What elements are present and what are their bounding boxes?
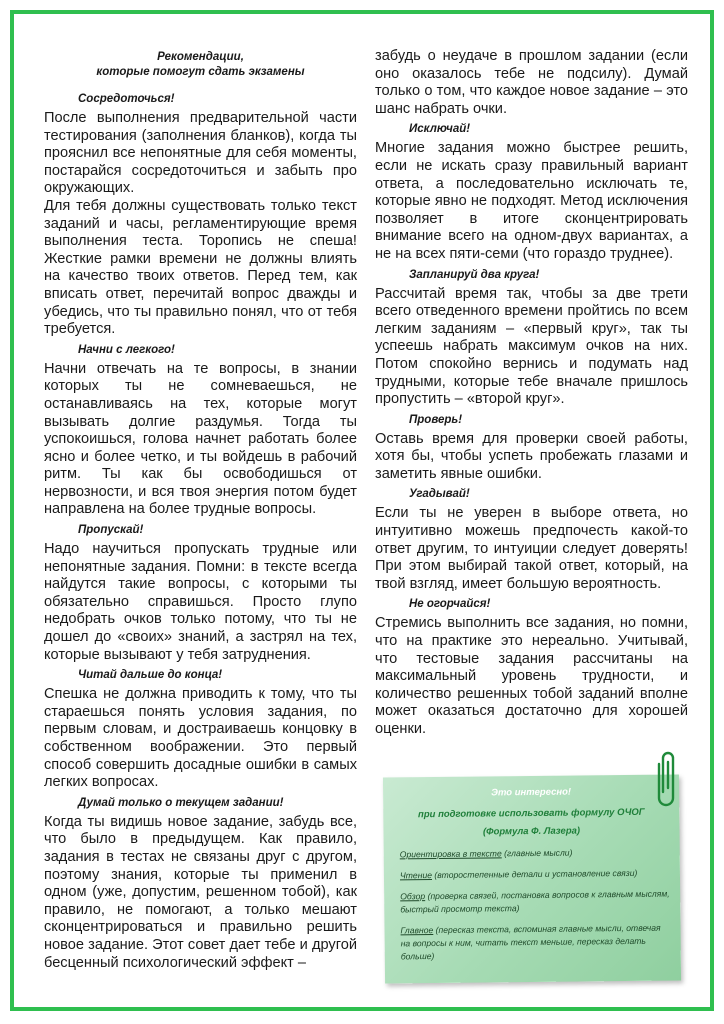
heading-skip: Пропускай!: [78, 524, 144, 537]
title-line-1: Рекомендации,: [157, 51, 244, 63]
heading-read-to-end: Читай дальше до конца!: [78, 669, 223, 682]
note-heading: Это интересно!: [491, 786, 572, 799]
note-item-orientation: [384, 845, 680, 861]
paragraph-start-easy: Начни отвечать на те вопросы, в знании которых ты не сомневаешься, не останавливаясь на тех, которые могут вызывать долгие раздумья. Тогда ты успокоишься, голова начнет работать более ясно и более четко, и ты войдешь в рабочий ритм. Ты как бы освободишься от нервозности, и вся твоя энергия потом будет направлена на более трудные вопросы.: [44, 360, 357, 518]
note-item-reading: [384, 866, 680, 882]
note-term: Чтение: [399, 870, 433, 881]
note-item-main: [384, 921, 680, 963]
note-desc: (главные мысли): [501, 847, 573, 859]
paragraph-dont-worry: Стремись выполнить все задания, но помни, что на практике это нереально. Учитывай, что тестовые задания рассчитаны на максимальный уровень трудности, и количество решенных тобой заданий вполне может оказаться достаточно для хорошей оценки.: [375, 615, 688, 737]
heading-check: Проверь!: [409, 413, 463, 426]
note-term: Главное: [400, 925, 434, 936]
note-term: Обзор: [400, 891, 426, 902]
paragraph-current-task: Когда ты видишь новое задание, забудь все, что было в предыдущем. Как правило, задания в тестах не связаны друг с другом, поэтому знания, которые ты применил в одном (уже, допустим, решенном тобой), как правило, не помогают, а только мешают сконцентрироваться и правильно решить новое задание. Этот совет дает тебе и другой бесценный психологический эффект –: [44, 813, 357, 971]
note-formula-author: (Формула Ф. Лазера): [482, 825, 581, 838]
heading-current-task: Думай только о текущем задании!: [78, 796, 284, 809]
note-subtitle: при подготовке использовать формулу ОЧОГ: [417, 806, 645, 821]
paragraph-check: Оставь время для проверки своей работы, хотя бы, чтобы успеть пробежать глазами и заметить явные ошибки.: [375, 430, 688, 482]
paragraph-two-rounds: Рассчитай время так, чтобы за две трети всего отведенного времени пройтись по всем легким заданиям – «первый круг», так ты успеешь набрать максимум очков на них. Потом спокойно вернись и подумать над трудными, которые тебе вначале пришлось пропустить – «второй круг».: [375, 285, 688, 408]
paperclip-icon: [655, 748, 681, 810]
heading-guess: Угадывай!: [409, 488, 470, 501]
note-term: Ориентировка в тексте: [399, 848, 502, 860]
page-title: [44, 50, 357, 80]
heading-dont-worry: Не огорчайся!: [409, 598, 491, 611]
heading-exclude: Исключай!: [409, 123, 471, 136]
note-desc: (проверка связей, постановка вопросов к главным мыслям, быстрый просмотр текста): [400, 888, 670, 915]
paragraph-focus-1: После выполнения предварительной части тестирования (заполнения бланков), когда ты прояснил все непонятные для себя моменты, постарайся сосредоточиться и забыть про окружающих.: [44, 110, 357, 197]
paragraph-exclude: Многие задания можно быстрее решить, если не искать сразу правильный вариант ответа, а последовательно исключать те, которые явно не подходят. Метод исключения позволяет в итоге сконцентрировать внимание всего на одном-двух вариантах, а не на всех пяти-семи (что гораздо труднее).: [375, 140, 688, 262]
right-column: [375, 48, 688, 739]
heading-start-easy: Начни с легкого!: [78, 343, 175, 356]
paragraph-skip: Надо научиться пропускать трудные или непонятные задания. Помни: в тексте всегда найдутся такие вопросы, с которыми ты обязательно справишься. Просто глупо недобрать очков только потому, что ты не дошел до «своих» знаний, а застрял на тех, которые вызывают у тебя затруднения.: [44, 541, 357, 663]
left-column: [44, 45, 357, 972]
heading-two-rounds: Запланируй два круга!: [409, 268, 540, 281]
paragraph-guess: Если ты не уверен в выборе ответа, но интуитивно можешь предпочесть какой-то ответ другим, то интуиции следует доверять! При этом выбирай такой ответ, который, на твой взгляд, имеет большую вероятность.: [375, 505, 688, 592]
interesting-note-card: [383, 774, 681, 983]
note-desc: (пересказ текста, вспоминая главные мысли, отвечая на вопросы к ним, читать текст меньше, пересказ делать больше): [400, 922, 661, 962]
note-desc: (второстепенные детали и установление связи): [431, 867, 638, 881]
paragraph-current-task-cont: забудь о неудаче в прошлом задании (если оно оказалось тебе не подсилу). Думай только о том, что каждое новое задание – это шанс набрать очки.: [375, 48, 688, 117]
title-line-2: которые помогут сдать экзамены: [96, 66, 305, 78]
paragraph-focus-2: Для тебя должны существовать только текст заданий и часы, регламентирующие время выполнения теста. Торопись не спеша! Жесткие рамки времени не должны влиять на качество твоих ответов. Перед тем, как вписать ответ, перечитай вопрос дважды и убедись, что ты правильно понял, что от тебя требуется.: [44, 197, 357, 338]
heading-focus: Сосредоточься!: [78, 93, 175, 105]
note-item-review: [384, 887, 680, 916]
paragraph-read-to-end: Спешка не должна приводить к тому, что ты стараешься понять условия задания, по первым словам, и достраиваешь концовку в собственном воображении. Это первый способ совершить досадные ошибки в самых легких вопросах.: [44, 686, 357, 791]
